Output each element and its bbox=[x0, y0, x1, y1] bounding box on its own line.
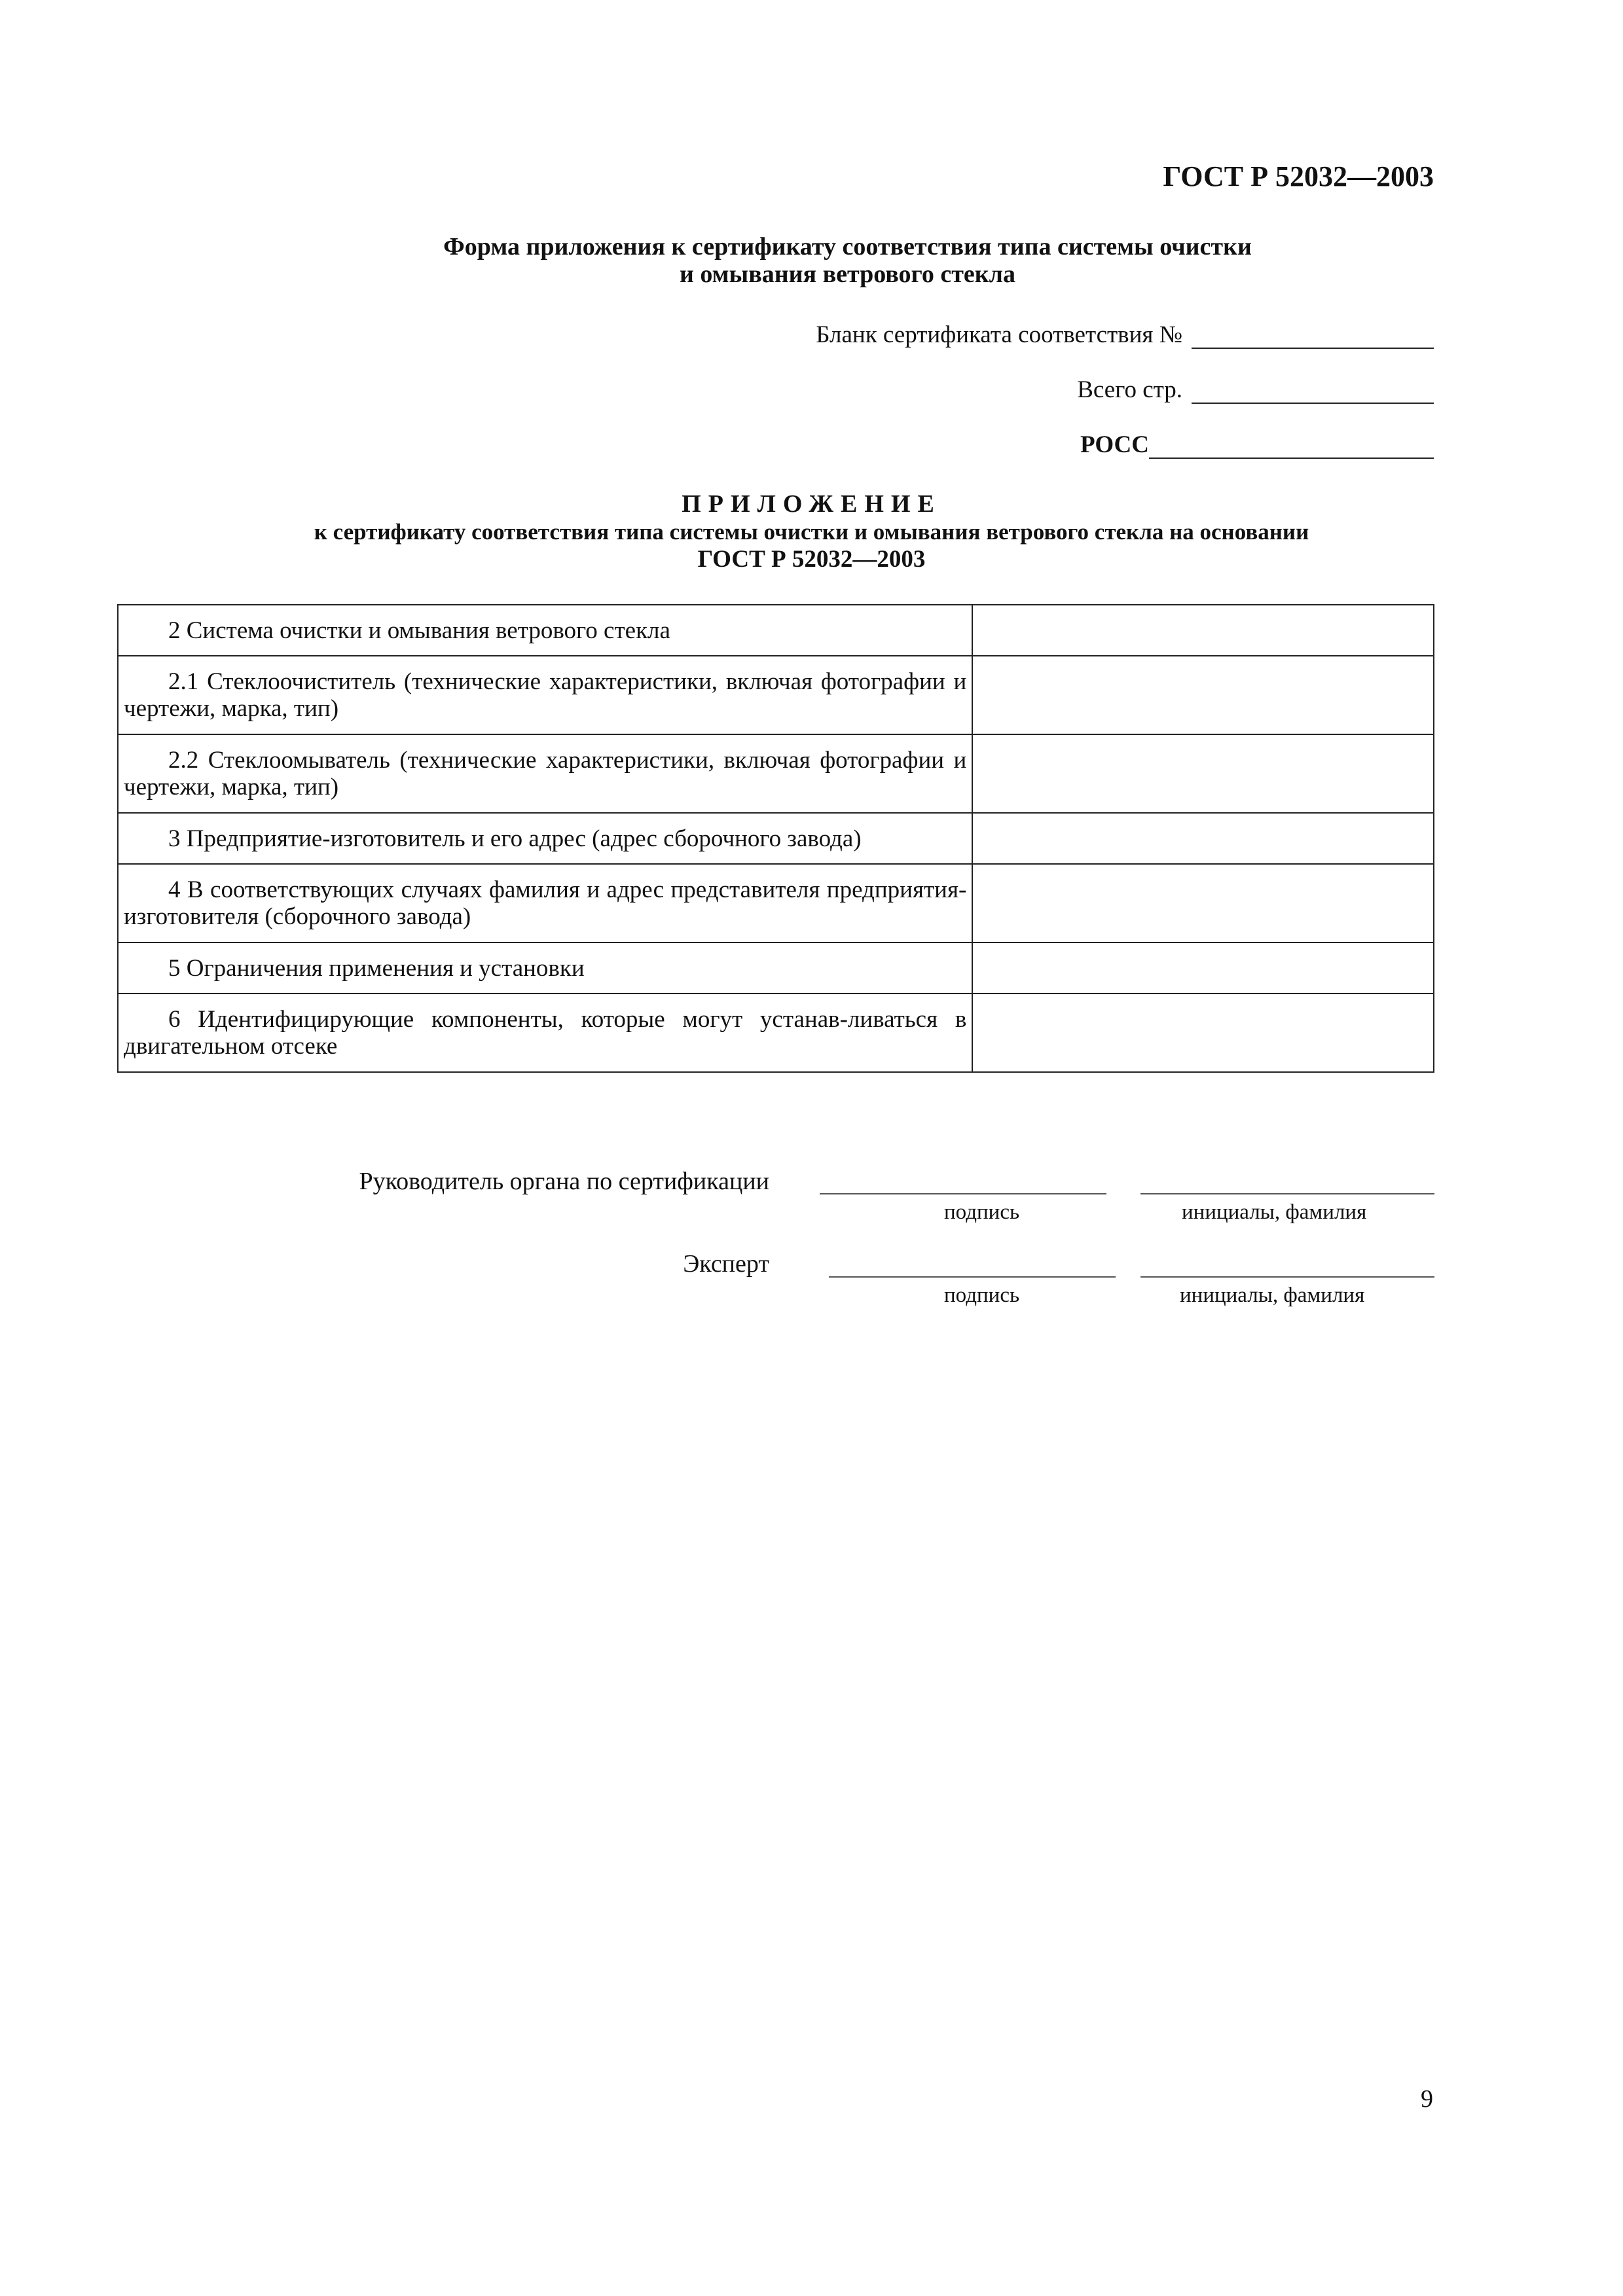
form-title-line1: Форма приложения к сертификату соответствия типа системы очистки bbox=[443, 233, 1252, 260]
head-of-certification-label: Руководитель органа по сертификации bbox=[359, 1168, 769, 1195]
certificate-blank-number-line[interactable] bbox=[1192, 327, 1434, 349]
standard-number: ГОСТ Р 52032—2003 bbox=[1163, 160, 1434, 192]
table-value-cell[interactable] bbox=[972, 734, 1434, 813]
appendix-heading: ПРИЛОЖЕНИЕ bbox=[682, 490, 941, 518]
page-number: 9 bbox=[1421, 2085, 1433, 2113]
table-label-cell bbox=[118, 994, 972, 1072]
total-pages-line[interactable] bbox=[1192, 382, 1434, 404]
appendix-subtitle-line1: к сертификату соответствия типа системы очистки и омывания ветрового стекла на основании bbox=[314, 519, 1309, 545]
appendix-table bbox=[117, 604, 1434, 1073]
table-value-cell[interactable] bbox=[972, 605, 1434, 656]
table-value-cell[interactable] bbox=[972, 656, 1434, 734]
row-label: 2.1 Стеклоочиститель (технические характеристики, включая фотографии и чертежи, марка, тип) bbox=[124, 668, 967, 722]
row-label: 3 Предприятие-изготовитель и его адрес (адрес сборочного завода) bbox=[168, 825, 862, 852]
total-pages-field bbox=[1077, 376, 1434, 404]
form-title-line2: и омывания ветрового стекла bbox=[680, 260, 1015, 288]
table-value-cell[interactable] bbox=[972, 813, 1434, 864]
table-row bbox=[118, 942, 1434, 994]
table-label-cell bbox=[118, 734, 972, 813]
table-value-cell[interactable] bbox=[972, 942, 1434, 994]
row-label: 4 В соответствующих случаях фамилия и адрес представителя предприятия-изготовителя (сборочного завода) bbox=[124, 876, 967, 930]
ross-number-line[interactable] bbox=[1149, 437, 1434, 459]
head-name-line[interactable] bbox=[1140, 1193, 1434, 1194]
row-label: 2.2 Стеклоомыватель (технические характеристики, включая фотографии и чертежи, марка, тип) bbox=[124, 747, 967, 800]
table-label-cell bbox=[118, 813, 972, 864]
row-label: 2 Система очистки и омывания ветрового стекла bbox=[168, 617, 670, 644]
certificate-blank-label: Бланк сертификата соответствия № bbox=[816, 321, 1182, 348]
table-row bbox=[118, 813, 1434, 864]
expert-label: Эксперт bbox=[683, 1250, 769, 1278]
table-label-cell bbox=[118, 656, 972, 734]
appendix-subtitle-line2: ГОСТ Р 52032—2003 bbox=[697, 546, 926, 573]
head-signature-caption: подпись bbox=[944, 1200, 1020, 1224]
head-name-caption: инициалы, фамилия bbox=[1182, 1200, 1367, 1224]
table-row bbox=[118, 864, 1434, 942]
ross-label: РОСС bbox=[1080, 431, 1149, 458]
table-row bbox=[118, 656, 1434, 734]
table-row bbox=[118, 605, 1434, 656]
ross-field bbox=[1080, 431, 1434, 459]
expert-name-line[interactable] bbox=[1140, 1276, 1434, 1278]
expert-signature-line[interactable] bbox=[829, 1276, 1116, 1278]
row-label: 6 Идентифицирующие компоненты, которые могут устанав-ливаться в двигательном отсеке bbox=[124, 1006, 967, 1060]
table-row bbox=[118, 734, 1434, 813]
table-label-cell bbox=[118, 942, 972, 994]
table-row bbox=[118, 994, 1434, 1072]
table-value-cell[interactable] bbox=[972, 864, 1434, 942]
expert-signature-caption: подпись bbox=[944, 1283, 1020, 1307]
table-label-cell bbox=[118, 605, 972, 656]
table-value-cell[interactable] bbox=[972, 994, 1434, 1072]
head-signature-line[interactable] bbox=[820, 1193, 1106, 1194]
appendix-subtitle bbox=[0, 518, 1623, 573]
expert-name-caption: инициалы, фамилия bbox=[1180, 1283, 1365, 1307]
form-title bbox=[0, 233, 1623, 288]
table-label-cell bbox=[118, 864, 972, 942]
row-label: 5 Ограничения применения и установки bbox=[168, 954, 585, 982]
certificate-blank-field bbox=[816, 321, 1434, 349]
total-pages-label: Всего стр. bbox=[1077, 376, 1182, 403]
